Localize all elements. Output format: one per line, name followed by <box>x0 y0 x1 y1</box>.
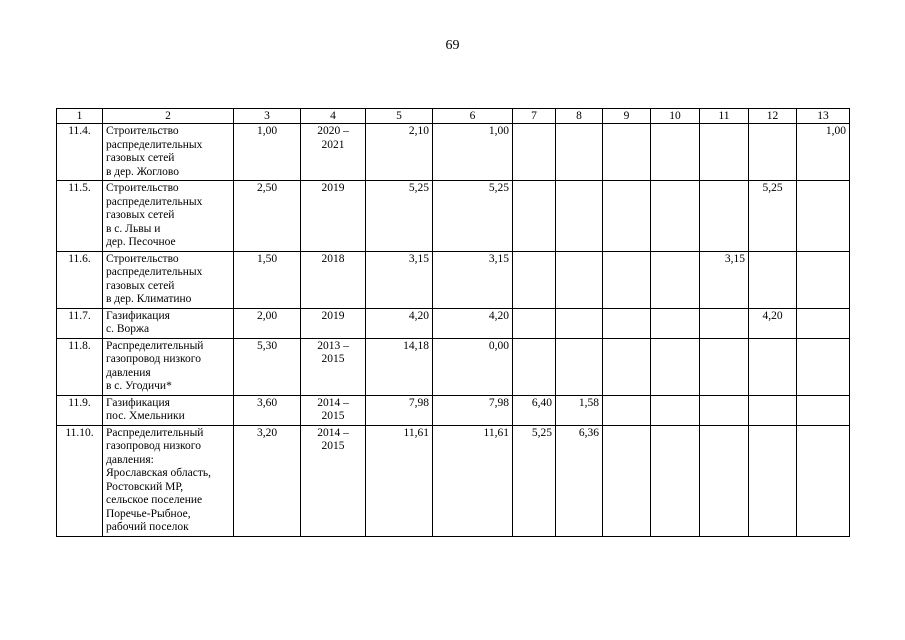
cell-c9 <box>603 181 651 252</box>
cell-c12 <box>749 338 797 395</box>
data-table <box>56 108 850 537</box>
cell-c10 <box>651 425 700 536</box>
column-header-2: 2 <box>103 109 234 124</box>
cell-line: Газификация <box>106 309 170 322</box>
cell-line: газовых сетей <box>106 152 175 164</box>
column-header-5: 5 <box>366 109 433 124</box>
cell-line: в с. Угодичи* <box>106 380 172 392</box>
cell-c11 <box>700 395 749 425</box>
cell-c5: 3,15 <box>366 251 433 308</box>
cell-c5: 11,61 <box>366 425 433 536</box>
table-row <box>57 124 850 181</box>
cell-c6: 1,00 <box>433 124 513 181</box>
cell-c6: 4,20 <box>433 308 513 338</box>
cell-line: распределительных <box>106 266 203 278</box>
cell-c8 <box>556 251 603 308</box>
cell-line: в дер. Климатино <box>106 293 192 305</box>
cell-num: 11.5. <box>57 181 103 252</box>
cell-line: давления: <box>106 453 154 466</box>
cell-c13 <box>797 425 850 536</box>
cell-desc <box>103 425 234 536</box>
cell-c10 <box>651 308 700 338</box>
cell-c5: 4,20 <box>366 308 433 338</box>
column-header-9: 9 <box>603 109 651 124</box>
column-header-8: 8 <box>556 109 603 124</box>
cell-line: пос. Хмельники <box>106 410 185 422</box>
cell-c5: 14,18 <box>366 338 433 395</box>
table-row <box>57 308 850 338</box>
column-header-13: 13 <box>797 109 850 124</box>
cell-line: распределительных <box>106 195 203 208</box>
cell-line: Поречье-Рыбное, <box>106 507 191 520</box>
cell-c11 <box>700 124 749 181</box>
header-row <box>57 109 850 124</box>
cell-c6: 3,15 <box>433 251 513 308</box>
column-header-3: 3 <box>234 109 301 124</box>
cell-c9 <box>603 251 651 308</box>
cell-line: распределительных <box>106 138 203 151</box>
cell-num: 11.7. <box>57 308 103 338</box>
cell-line: сельское поселение <box>106 494 203 506</box>
cell-line: Газификация <box>106 396 170 409</box>
cell-c4 <box>301 338 366 395</box>
cell-num: 11.6. <box>57 251 103 308</box>
table-row <box>57 181 850 252</box>
cell-c12 <box>749 124 797 181</box>
cell-c12: 4,20 <box>749 308 797 338</box>
cell-line: давления <box>106 366 151 379</box>
cell-c12 <box>749 395 797 425</box>
cell-c11 <box>700 181 749 252</box>
cell-desc <box>103 251 234 308</box>
cell-c3: 3,20 <box>234 425 301 536</box>
cell-c7 <box>513 308 556 338</box>
cell-c9 <box>603 395 651 425</box>
cell-c10 <box>651 395 700 425</box>
cell-line: газопровод низкого <box>106 440 201 452</box>
cell-line: Строительство <box>106 252 179 265</box>
column-header-1: 1 <box>57 109 103 124</box>
cell-c7 <box>513 251 556 308</box>
cell-c13 <box>797 251 850 308</box>
cell-line: 2015 <box>321 440 345 452</box>
cell-c11: 3,15 <box>700 251 749 308</box>
cell-c10 <box>651 181 700 252</box>
cell-c13 <box>797 395 850 425</box>
cell-c4 <box>301 308 366 338</box>
cell-c3: 5,30 <box>234 338 301 395</box>
cell-c8 <box>556 308 603 338</box>
cell-c7: 5,25 <box>513 425 556 536</box>
cell-num: 11.10. <box>57 425 103 536</box>
column-header-11: 11 <box>700 109 749 124</box>
cell-c6: 5,25 <box>433 181 513 252</box>
cell-c11 <box>700 308 749 338</box>
column-header-12: 12 <box>749 109 797 124</box>
cell-desc <box>103 338 234 395</box>
cell-line: 2019 <box>321 182 345 194</box>
column-header-10: 10 <box>651 109 700 124</box>
cell-c10 <box>651 124 700 181</box>
cell-c4 <box>301 251 366 308</box>
cell-c9 <box>603 338 651 395</box>
column-header-4: 4 <box>301 109 366 124</box>
cell-line: 2014 – <box>317 426 349 439</box>
cell-c9 <box>603 425 651 536</box>
cell-c7: 6,40 <box>513 395 556 425</box>
cell-c13 <box>797 181 850 252</box>
cell-c10 <box>651 338 700 395</box>
cell-c5: 5,25 <box>366 181 433 252</box>
cell-c8 <box>556 181 603 252</box>
cell-c3: 1,00 <box>234 124 301 181</box>
cell-c4 <box>301 425 366 536</box>
cell-c10 <box>651 251 700 308</box>
cell-c6: 11,61 <box>433 425 513 536</box>
cell-c3: 1,50 <box>234 251 301 308</box>
cell-line: 2020 – <box>317 125 349 137</box>
cell-line: дер. Песочное <box>106 236 176 248</box>
table-row <box>57 251 850 308</box>
cell-num: 11.4. <box>57 124 103 181</box>
cell-line: 2015 <box>321 353 345 365</box>
cell-line: 2021 <box>321 138 345 151</box>
cell-c9 <box>603 124 651 181</box>
cell-c8 <box>556 338 603 395</box>
table-row <box>57 425 850 536</box>
cell-line: в дер. Жоглово <box>106 165 179 178</box>
column-header-6: 6 <box>433 109 513 124</box>
column-header-7: 7 <box>513 109 556 124</box>
cell-c4 <box>301 181 366 252</box>
cell-line: 2013 – <box>317 339 349 352</box>
cell-c6: 7,98 <box>433 395 513 425</box>
cell-c3: 2,00 <box>234 308 301 338</box>
cell-num: 11.8. <box>57 338 103 395</box>
cell-c5: 2,10 <box>366 124 433 181</box>
cell-line: 2015 <box>321 410 345 422</box>
cell-desc <box>103 308 234 338</box>
cell-c6: 0,00 <box>433 338 513 395</box>
cell-c13 <box>797 308 850 338</box>
cell-desc <box>103 181 234 252</box>
page-number: 69 <box>445 38 460 53</box>
cell-line: газовых сетей <box>106 209 175 221</box>
cell-c12 <box>749 425 797 536</box>
cell-c3: 3,60 <box>234 395 301 425</box>
cell-line: 2014 – <box>317 396 349 409</box>
cell-line: рабочий поселок <box>106 521 189 533</box>
cell-c12 <box>749 251 797 308</box>
table-row <box>57 338 850 395</box>
cell-c8: 6,36 <box>556 425 603 536</box>
cell-c8 <box>556 124 603 181</box>
table-body <box>57 124 850 537</box>
cell-num: 11.9. <box>57 395 103 425</box>
cell-line: Строительство <box>106 125 179 137</box>
cell-line: с. Воржа <box>106 323 150 335</box>
cell-line: 2019 <box>321 309 345 322</box>
cell-line: газопровод низкого <box>106 353 201 365</box>
cell-line: в с. Львы и <box>106 222 161 235</box>
cell-c12: 5,25 <box>749 181 797 252</box>
cell-desc <box>103 395 234 425</box>
cell-c7 <box>513 124 556 181</box>
cell-c7 <box>513 181 556 252</box>
cell-line: Ярославская область, <box>106 467 211 479</box>
cell-line: Распределительный <box>106 339 204 352</box>
cell-c8: 1,58 <box>556 395 603 425</box>
cell-c4 <box>301 124 366 181</box>
cell-c5: 7,98 <box>366 395 433 425</box>
cell-c13: 1,00 <box>797 124 850 181</box>
cell-line: Ростовский МР, <box>106 480 184 493</box>
cell-line: газовых сетей <box>106 279 175 292</box>
cell-c9 <box>603 308 651 338</box>
cell-c3: 2,50 <box>234 181 301 252</box>
cell-c11 <box>700 338 749 395</box>
cell-c4 <box>301 395 366 425</box>
cell-line: 2018 <box>321 252 345 265</box>
cell-c7 <box>513 338 556 395</box>
cell-desc <box>103 124 234 181</box>
cell-c11 <box>700 425 749 536</box>
table-row <box>57 395 850 425</box>
cell-line: Распределительный <box>106 426 204 439</box>
cell-c13 <box>797 338 850 395</box>
cell-line: Строительство <box>106 182 179 194</box>
